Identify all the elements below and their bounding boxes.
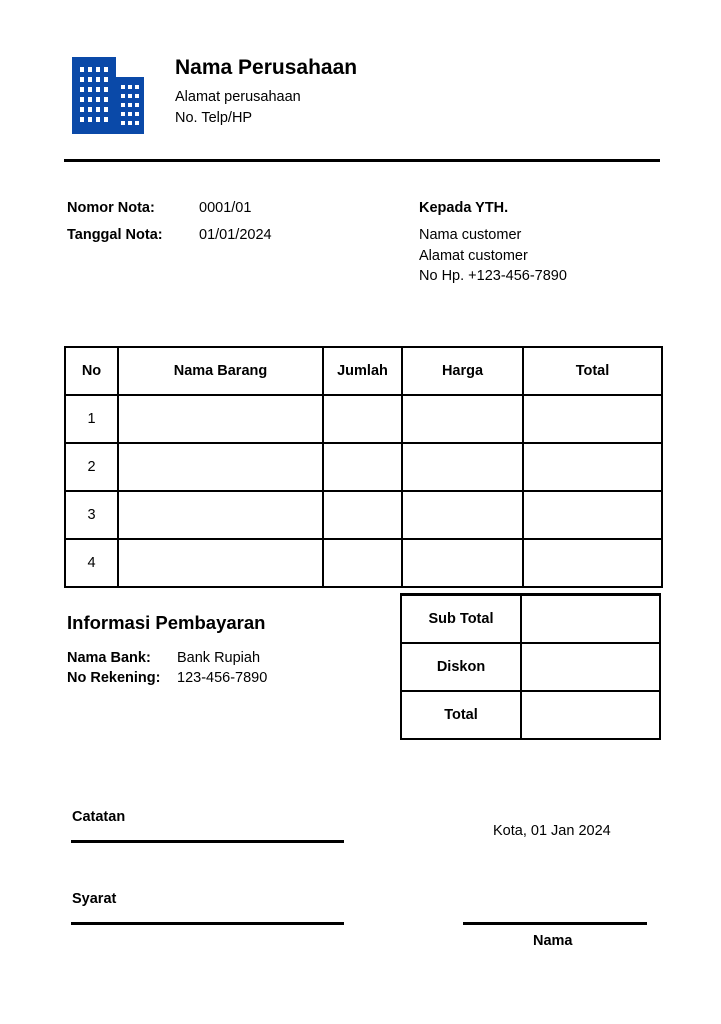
- price-cell: [402, 539, 523, 587]
- invoice-date-value: 01/01/2024: [199, 227, 272, 243]
- item-name-cell: [118, 395, 323, 443]
- invoice-date-label: Tanggal Nota:: [67, 227, 163, 243]
- grand-total-row: [401, 691, 660, 739]
- column-header-no: No: [65, 347, 118, 395]
- payment-info-title: Informasi Pembayaran: [67, 612, 266, 633]
- account-number-label: No Rekening:: [67, 670, 161, 686]
- company-name: Nama Perusahaan: [175, 56, 358, 79]
- item-name-cell: [118, 491, 323, 539]
- recipient-phone: No Hp. +123-456-7890: [419, 268, 567, 284]
- notes-line: [71, 840, 344, 843]
- discount-label: Diskon: [401, 643, 521, 691]
- subtotal-value: [521, 595, 660, 644]
- column-header-item-name: Nama Barang: [118, 347, 323, 395]
- company-logo-building-icon: [70, 55, 145, 135]
- total-cell: [523, 491, 662, 539]
- bank-name-label: Nama Bank:: [67, 650, 151, 666]
- items-table: [64, 346, 663, 588]
- discount-row: [401, 643, 660, 691]
- totals-table: [400, 593, 661, 740]
- price-cell: [402, 395, 523, 443]
- company-phone: No. Telp/HP: [175, 110, 253, 126]
- subtotal-row: [401, 595, 660, 644]
- invoice-number-value: 0001/01: [199, 200, 252, 216]
- column-header-total: Total: [523, 347, 662, 395]
- row-number: 2: [65, 443, 118, 491]
- terms-label: Syarat: [72, 891, 117, 907]
- city-date: Kota, 01 Jan 2024: [493, 823, 611, 839]
- terms-line: [71, 922, 344, 925]
- price-cell: [402, 443, 523, 491]
- column-header-price: Harga: [402, 347, 523, 395]
- recipient-title: Kepada YTH.: [419, 200, 509, 216]
- row-number: 3: [65, 491, 118, 539]
- quantity-cell: [323, 395, 402, 443]
- notes-label: Catatan: [72, 809, 126, 825]
- grand-total-label: Total: [401, 691, 521, 739]
- row-number: 4: [65, 539, 118, 587]
- total-cell: [523, 539, 662, 587]
- grand-total-value: [521, 691, 660, 739]
- row-number: 1: [65, 395, 118, 443]
- quantity-cell: [323, 491, 402, 539]
- quantity-cell: [323, 539, 402, 587]
- table-row: [65, 443, 662, 491]
- table-row: [65, 491, 662, 539]
- recipient-address: Alamat customer: [419, 248, 528, 264]
- company-address: Alamat perusahaan: [175, 89, 301, 105]
- column-header-quantity: Jumlah: [323, 347, 402, 395]
- item-name-cell: [118, 539, 323, 587]
- table-row: [65, 395, 662, 443]
- recipient-name: Nama customer: [419, 227, 522, 243]
- price-cell: [402, 491, 523, 539]
- bank-name-value: Bank Rupiah: [177, 650, 261, 666]
- header-divider: [64, 159, 660, 162]
- signature-line: [463, 922, 647, 925]
- signature-name: Nama: [533, 933, 573, 949]
- table-row: [65, 539, 662, 587]
- invoice-number-label: Nomor Nota:: [67, 200, 155, 216]
- quantity-cell: [323, 443, 402, 491]
- total-cell: [523, 395, 662, 443]
- items-table-header: [65, 347, 662, 395]
- account-number-value: 123-456-7890: [177, 670, 268, 686]
- discount-value: [521, 643, 660, 691]
- total-cell: [523, 443, 662, 491]
- item-name-cell: [118, 443, 323, 491]
- subtotal-label: Sub Total: [401, 595, 521, 644]
